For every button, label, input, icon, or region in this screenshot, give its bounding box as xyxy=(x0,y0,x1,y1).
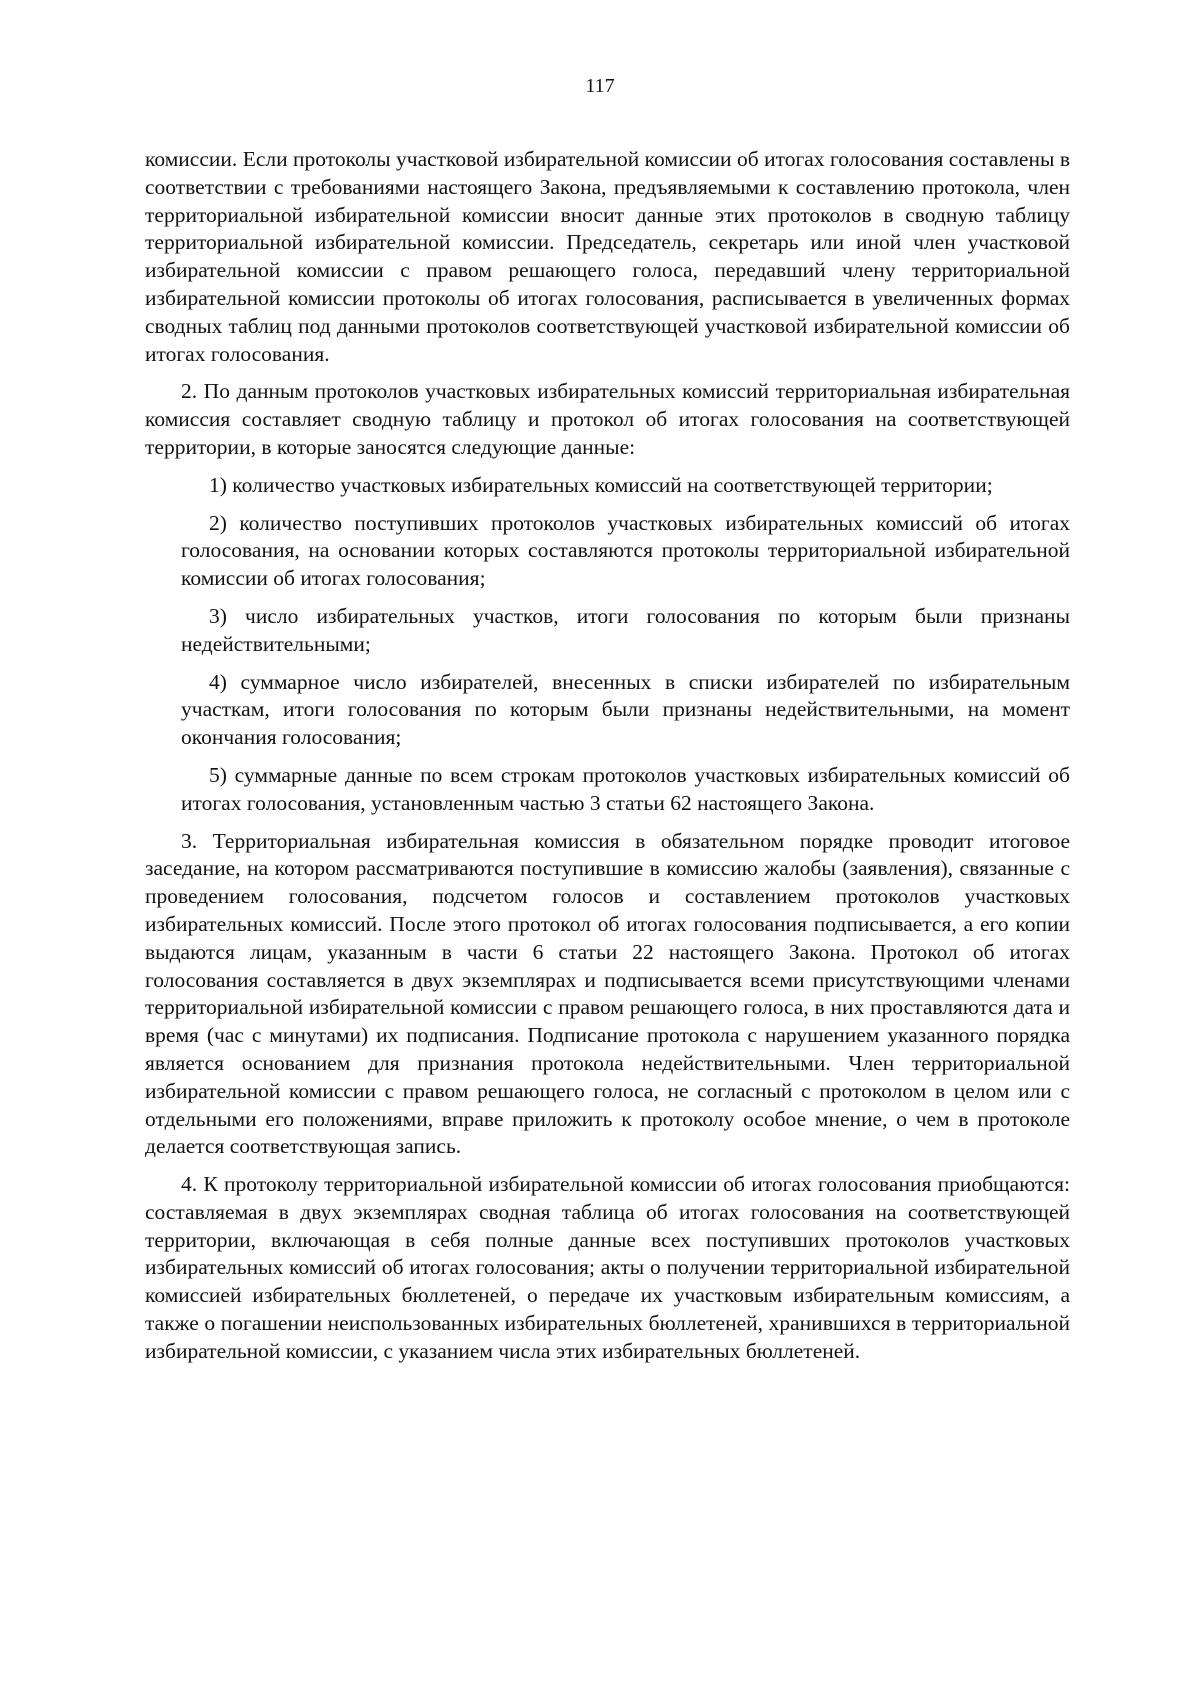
document-body xyxy=(145,146,1070,1376)
list-item-5: 5) суммарные данные по всем строкам протоколов участковых избирательных комиссий об итогах голосования, установленным частью 3 статьи 62 настоящего Закона. xyxy=(181,762,1070,815)
list-item-1: 1) количество участковых избирательных комиссий на соответствующей территории; xyxy=(209,472,993,497)
list-item-3: 3) число избирательных участков, итоги голосования по которым были признаны недействительными; xyxy=(181,603,1070,656)
paragraph-continuation: комиссии. Если протоколы участковой избирательной комиссии об итогах голосования составлены в соответствии с требованиями настоящего Закона, предъявляемыми к составлению протокола, член территориальной избирательной комиссии вносит данные этих протоколов в сводную таблицу территориальной избирательной комиссии. Председатель, секретарь или иной член участковой избирательной комиссии с правом решающего голоса, передавший члену территориальной избирательной комиссии протоколы об итогах голосования, расписывается в увеличенных формах сводных таблиц под данными протоколов соответствующей участковой избирательной комиссии об итогах голосования. xyxy=(145,147,1070,366)
list-item-4: 4) суммарное число избирателей, внесенных в списки избирателей по избирательным участкам, итоги голосования по которым были признаны недействительными, на момент окончания голосования; xyxy=(181,669,1070,750)
page-number: 117 xyxy=(585,75,615,97)
list-item-2: 2) количество поступивших протоколов участковых избирательных комиссий об итогах голосования, на основании которых составляются протоколы территориальной избирательной комиссии об итогах голосования; xyxy=(181,510,1070,591)
paragraph-2: 2. По данным протоколов участковых избирательных комиссий территориальная избирательная комиссия составляет сводную таблицу и протокол об итогах голосования на соответствующей территории, в которые заносятся следующие данные: xyxy=(145,379,1070,459)
paragraph-3: 3. Территориальная избирательная комиссия в обязательном порядке проводит итоговое заседание, на котором рассматриваются поступившие в комиссию жалобы (заявления), связанные с проведением голосования, подсчетом голосов и составлением протоколов участковых избирательных комиссий. После этого протокол об итогах голосования подписывается, а его копии выдаются лицам, указанным в части 6 статьи 22 настоящего Закона. Протокол об итогах голосования составляется в двух экземплярах и подписывается всеми присутствующими членами территориальной избирательной комиссии с правом решающего голоса, в них проставляются дата и время (час с минутами) их подписания. Подписание протокола с нарушением указанного порядка является основанием для признания протокола недействительными. Член территориальной избирательной комиссии с правом решающего голоса, не согласный с протоколом в целом или с отдельными его положениями, вправе приложить к протоколу особое мнение, о чем в протоколе делается соответствующая запись. xyxy=(145,828,1070,1159)
paragraph-4: 4. К протоколу территориальной избирательной комиссии об итогах голосования приобщаются: составляемая в двух экземплярах сводная таблица об итогах голосования на соответствующей территории, включающая в себя полные данные всех поступивших протоколов участковых избирательных комиссий об итогах голосования; акты о получении территориальной избирательной комиссией избирательных бюллетеней, о передаче их участковым избирательным комиссиям, а также о погашении неиспользованных избирательных бюллетеней, хранившихся в территориальной избирательной комиссии, с указанием числа этих избирательных бюллетеней. xyxy=(145,1172,1070,1363)
